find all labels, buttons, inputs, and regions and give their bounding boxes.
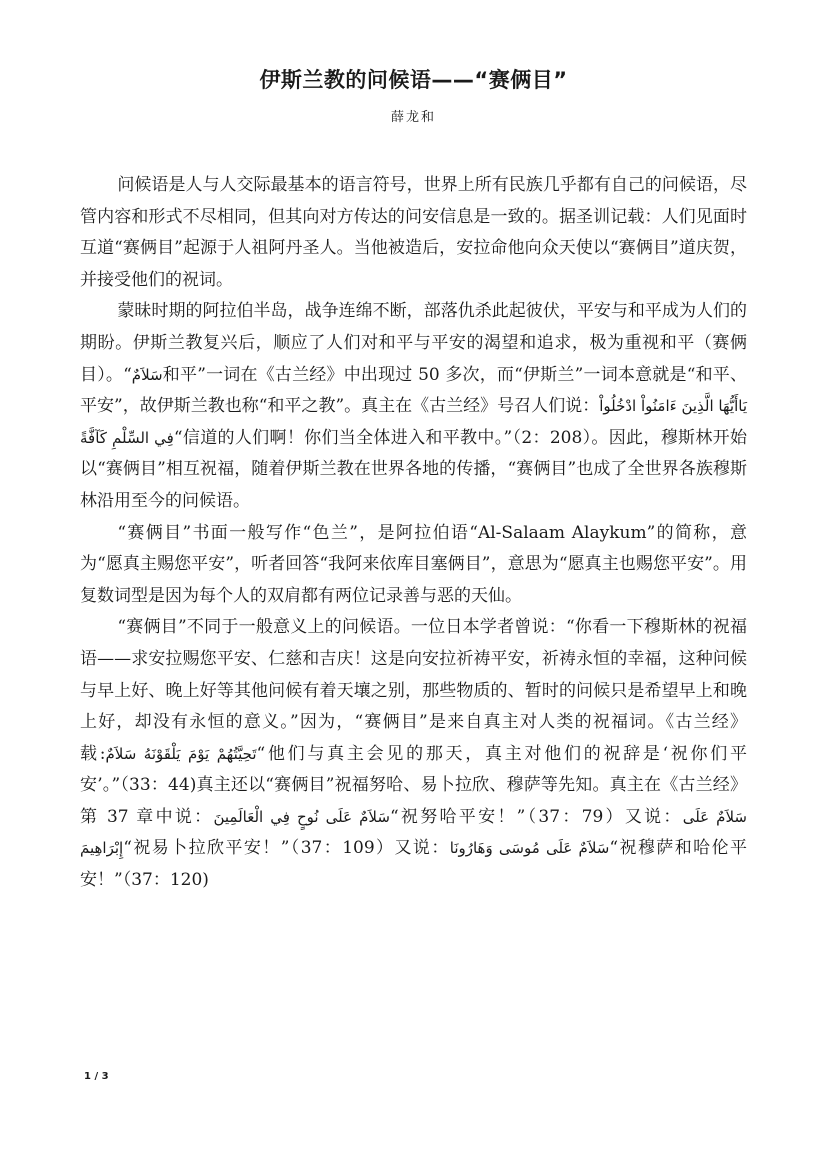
arabic-quote: تَحِيَّتُهُمْ يَوْمَ يَلْقَوْنَهُ سَلاَمٌ	[105, 744, 257, 763]
arabic-quote: سَلاَمٌ عَلَى نُوحٍ فِي الْعَالَمِينَ	[213, 807, 390, 826]
paragraph-text: “祝穆萨和哈伦平安！”（37：120)	[80, 838, 747, 891]
paragraph-text: 和平”一词在《古兰经》中出现过 50 多次，而“伊斯兰”一词本意就是“和平、平安”，故伊斯兰教也称“和平之教”。真主在《古兰经》号召人们说：	[80, 364, 747, 417]
body-paragraph	[80, 170, 747, 296]
arabic-quote: يَاأَيُّهَا الَّذِينَ ءَامَنُواْ ادْخُلُواْ فِي السِّلْمِ كَآفَّةً	[80, 397, 747, 447]
arabic-quote: سَلاَمٌ	[131, 365, 163, 384]
document-author: 薛龙和	[390, 110, 436, 125]
arabic-quote: سَلاَمٌ عَلَى إِبْرَاهِيمَ	[80, 807, 747, 858]
arabic-quote: سَلاَمٌ عَلَى مُوسَى وَهَارُونَا	[449, 839, 610, 858]
document-title: 伊斯兰教的问候语——“赛俩目”	[259, 68, 568, 92]
paragraph-text: “他们与真主会见的那天，真主对他们的祝辞是‘祝你们平安’。”（33：44)真主还以“赛俩目”祝福努哈、易卜拉欣、穆萨等先知。真主在《古兰经》第 37 章中说：	[80, 743, 747, 827]
body-paragraph	[80, 518, 747, 613]
paragraph-text: 蒙昧时期的阿拉伯半岛，战争连绵不断，部落仇杀此起彼伏，平安与和平成为人们的期盼。伊斯兰教复兴后，顺应了人们对和平与平安的渴望和追求，极为重视和平（赛俩目）。“	[80, 301, 747, 385]
document-body	[80, 170, 747, 897]
body-paragraph	[80, 296, 747, 517]
paragraph-text: “祝易卜拉欣平安！”（37：109）又说：	[123, 838, 450, 859]
paragraph-text: “信道的人们啊！你们当全体进入和平教中。”（2：208）。因此，穆斯林开始以“赛俩目”相互祝福，随着伊斯兰教在世界各地的传播，“赛俩目”也成了全世界各族穆斯林沿用至今的问候语。	[80, 427, 747, 511]
paragraph-text: “赛俩目”不同于一般意义上的问候语。一位日本学者曾说：“你看一下穆斯林的祝福语——求安拉赐您平安、仁慈和吉庆！这是向安拉祈祷平安，祈祷永恒的幸福，这种问候与早上好、晚上好等其他问候有着天壤之别，那些物质的、暂时的问候只是希望早上和晚上好，却没有永恒的意义。”因为，“赛俩目”是来自真主对人类的祝福词。《古兰经》载:	[80, 617, 747, 764]
paragraph-text: 问候语是人与人交际最基本的语言符号，世界上所有民族几乎都有自己的问候语，尽管内容和形式不尽相同，但其向对方传达的问安信息是一致的。据圣训记载：人们见面时互道“赛俩目”起源于人祖阿丹圣人。当他被造后，安拉命他向众天使以“赛俩目”道庆贺，并接受他们的祝词。	[80, 175, 747, 290]
paragraph-text: “赛俩目”书面一般写作“色兰”，是阿拉伯语“Al-Salaam Alaykum”的简称，意为“愿真主赐您平安”，听者回答“我阿来依库目塞俩目”，意思为“愿真主也赐您平安”。用复数词型是因为每个人的双肩都有两位记录善与恶的天仙。	[80, 522, 747, 606]
body-paragraph	[80, 612, 747, 896]
page-number: 1 / 3	[84, 1071, 109, 1082]
paragraph-text: “祝努哈平安！”（37：79）又说：	[389, 806, 683, 827]
